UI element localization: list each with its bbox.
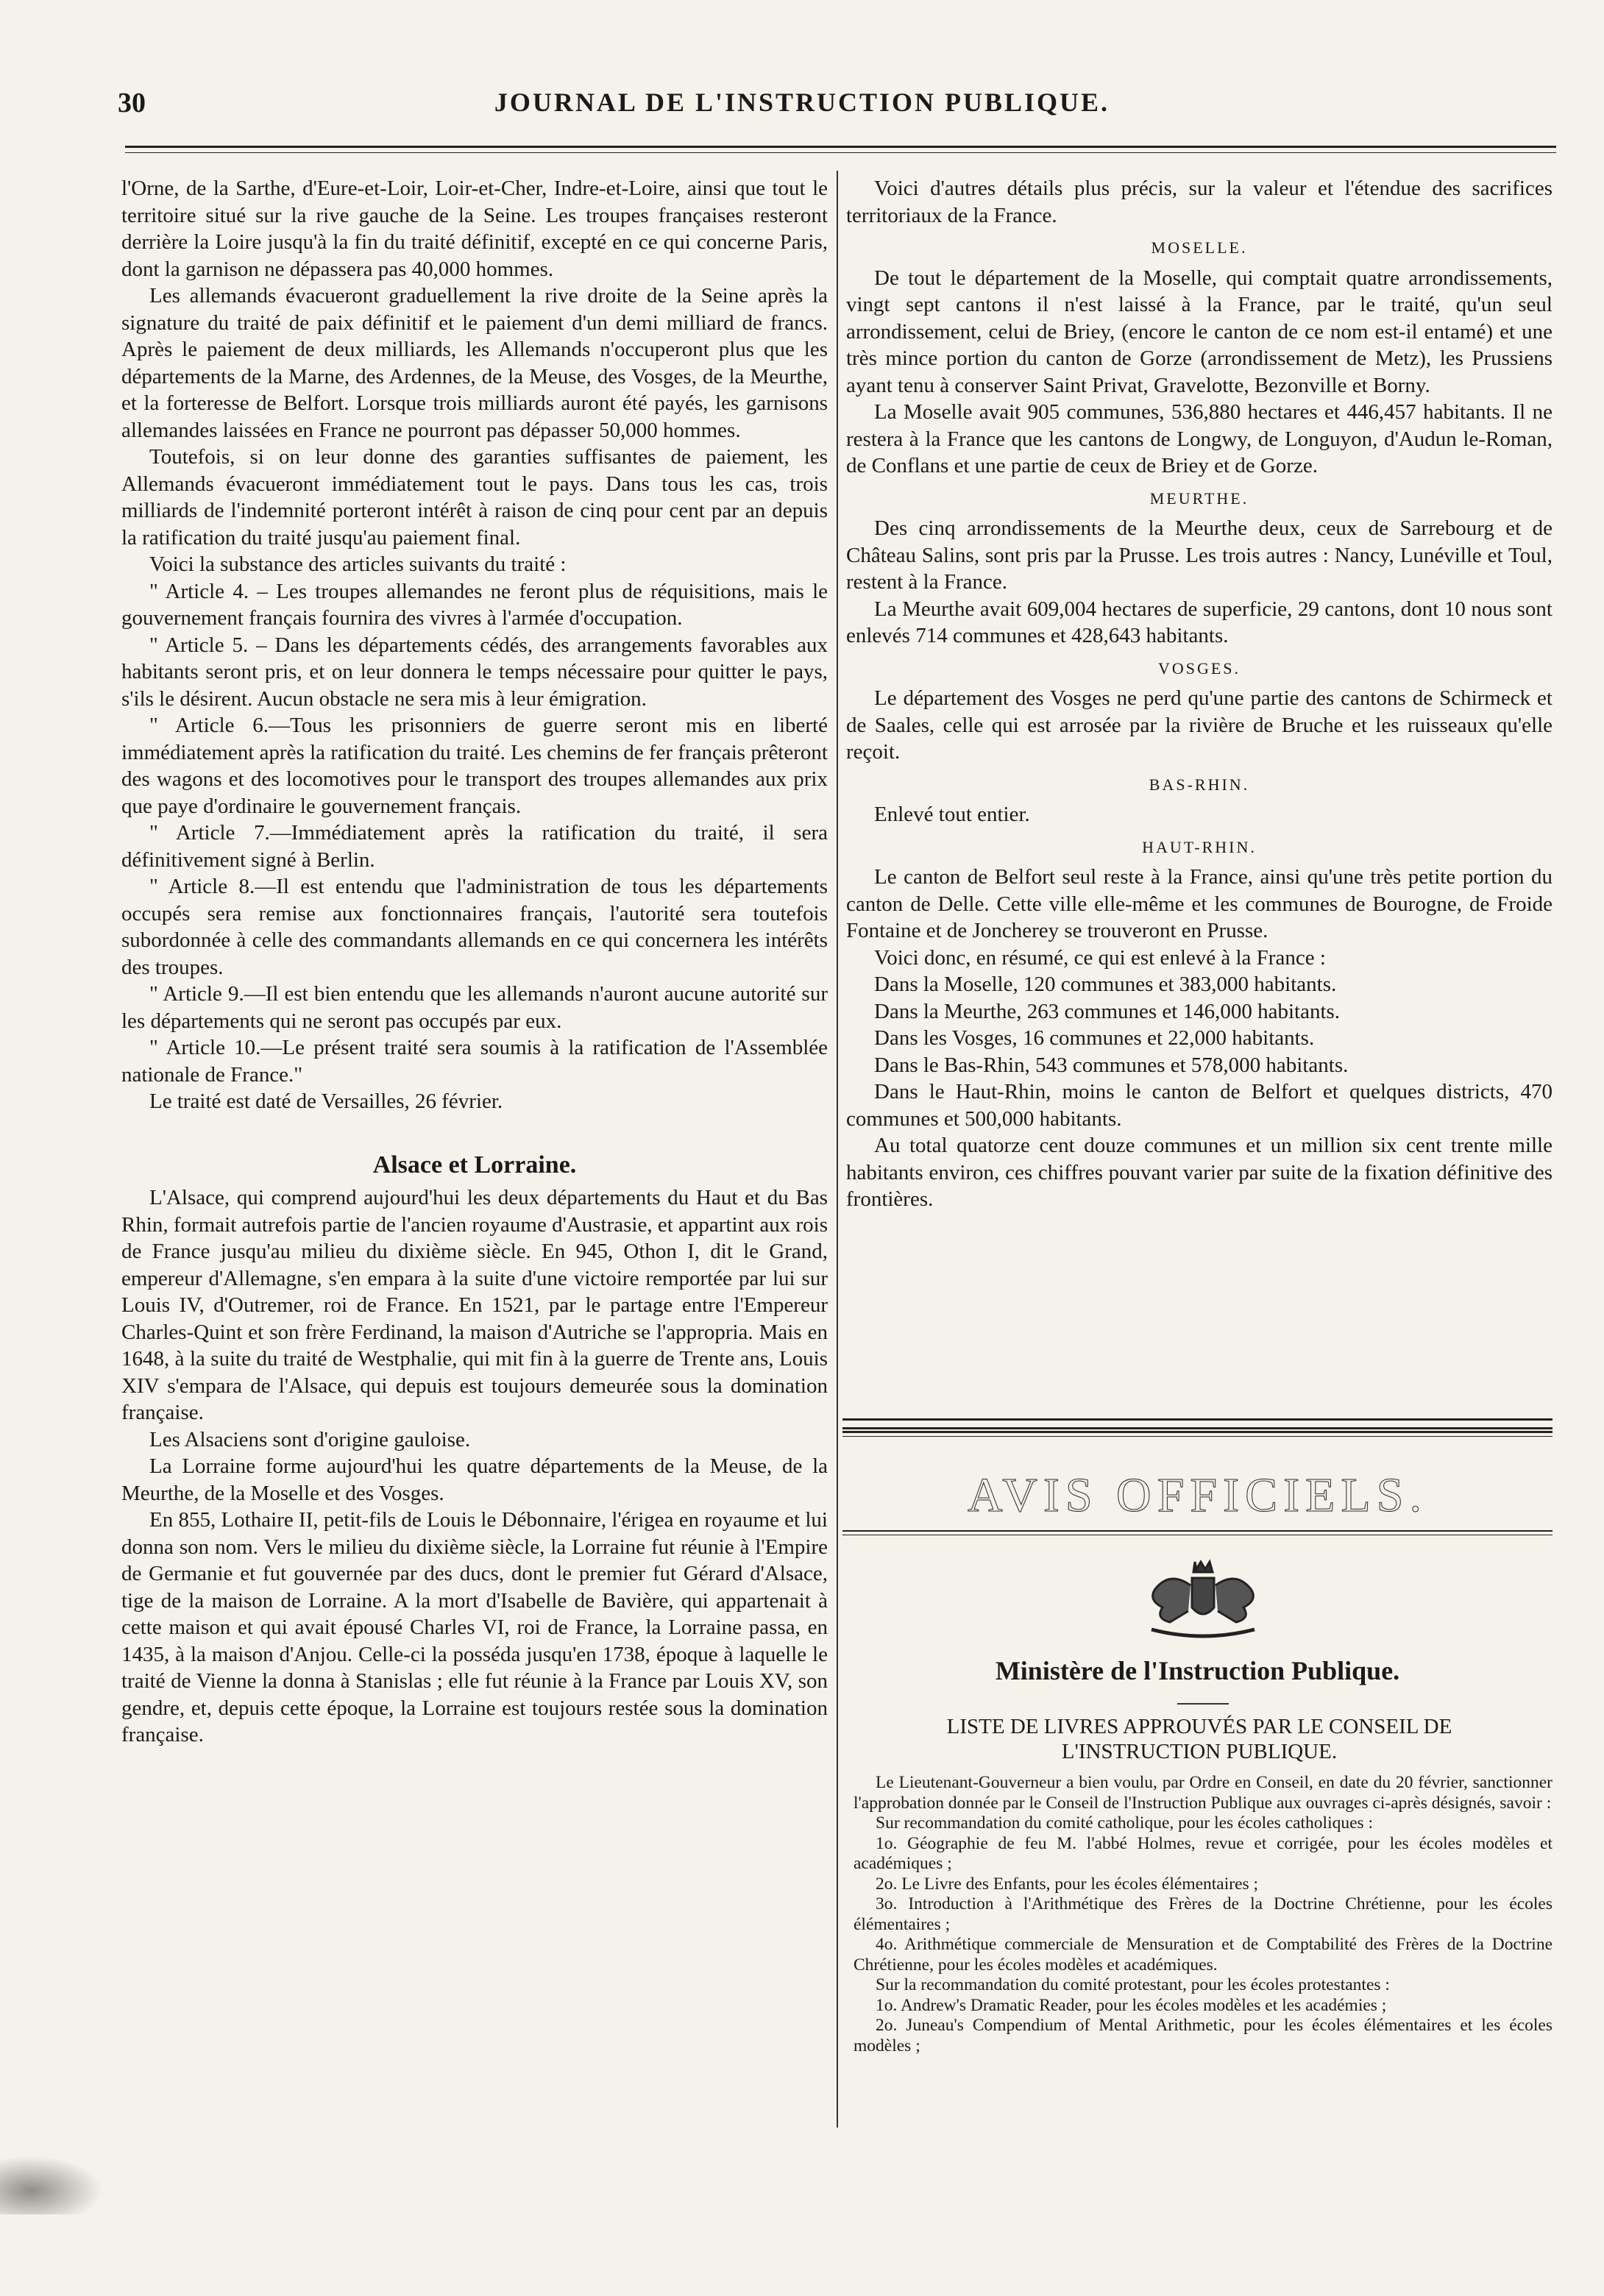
right-column [846,175,1552,1213]
short-rule [1177,1703,1229,1705]
paragraph: Au total quatorze cent douze communes et un million six cent trente mille habitants environ, ces chiffres pouvant varier par suite de la fixation définitive des frontières. [846,1134,1552,1211]
avis-rule [842,1530,1552,1535]
header-rule-thin [125,152,1556,153]
paragraph: Dans le Haut-Rhin, moins le canton de Belfort et quelques districts, 470 communes et 500,000 habitants. [846,1080,1552,1131]
paragraph: l'Orne, de la Sarthe, d'Eure-et-Loir, Loir-et-Cher, Indre-et-Loire, ainsi que tout le territoire situé sur la rive gauche de la Seine. Les troupes françaises resteront derrière la Loire jusqu'à la fin du traité définitif, excepté en ce qui concerne Paris, dont la garnison ne dépassera pas 40,000 hommes. [121,177,828,281]
list-item: 3o. Introduction à l'Arithmétique des Frères de la Doctrine Chrétienne, pour les écoles élémentaires ; [854,1894,1552,1934]
double-rule-thin [842,1431,1552,1437]
paragraph: De tout le département de la Moselle, qui comptait quatre arrondissements, vingt sept cantons il n'est laissé à la France, par le traité, qu'un seul arrondissement, celui de Briey, (encore le canton de ce nom est-il entamé) et une très mince portion du canton de Gorze (arrondissement de Metz), les Prussiens ayant tenu à conserver Saint Privat, Gravelotte, Bezonville et Borny. [846,266,1552,397]
paragraph: " Article 7.—Immédiatement après la ratification du traité, il sera définitivement signé à Berlin. [121,821,828,872]
paragraph: En 855, Lothaire II, petit-fils de Louis le Débonnaire, l'érigea en royaume et lui donna son nom. Vers le milieu du dixième siècle, la Lorraine fut réunie à l'Empire de Germanie et fut gouvernée par des ducs, dont le premier fut Gérard d'Alsace, tige de la maison de Lorraine. A la mort d'Isabelle de Bavière, qui appartenait à cette maison et qui avait épousé Charles VI, roi de France, la Lorraine passa, en 1435, à la maison d'Anjou. Celle-ci la posséda jusqu'en 1738, époque à laquelle le traité de Vienne la donna à Stanislas ; elle fut réunie à la France par Louis XV, son gendre, et, depuis cette époque, la Lorraine est toujours restée sous la domination française. [121,1508,828,1746]
section-title: Alsace et Lorraine. [372,1151,577,1179]
paragraph: " Article 6.—Tous les prisonniers de guerre seront mis en liberté immédiatement après la ratification du traité. Les chemins de fer français prêteront des wagons et des locomotives pour le transport des troupes allemandes aux prix que paye d'ordinaire le gouvernement français. [121,714,828,818]
paragraph: L'Alsace, qui comprend aujourd'hui les deux départements du Haut et du Bas Rhin, formait autrefois partie de l'ancien royaume d'Austrasie, et appartint aux rois de France jusqu'au milieu du dixième siècle. En 945, Othon I, dit le Grand, empereur d'Allemagne, s'en empara à la suite d'une victoire remportée par lui sur Louis IV, d'Outremer, roi de France. En 1521, par le partage entre l'Empereur Charles-Quint et son frère Ferdinand, la maison d'Autriche se l'appropria. Mais en 1648, à la suite du traité de Westphalie, qui mit fin à la guerre de Trente ans, Louis XIV s'empara de l'Alsace, qui depuis est toujours demeurée sous la domination française. [121,1186,828,1424]
list-item: 1o. Géographie de feu M. l'abbé Holmes, revue et corrigée, pour les écoles modèles et académiques ; [854,1833,1552,1873]
paragraph: La Moselle avait 905 communes, 536,880 hectares et 446,457 habitants. Il ne restera à la France que les cantons de Longwy, de Longuyon, d'Audun le-Roman, de Conflans et une partie de ceux de Briey et de Gorze. [846,400,1552,477]
ink-smudge [0,2155,103,2214]
page-number: 30 [118,88,146,118]
section-heading-haut-rhin: HAUT-RHIN. [1142,837,1257,856]
list-item: Le Lieutenant-Gouverneur a bien voulu, par Ordre en Conseil, en date du 20 février, sanctionner l'approbation donnée par le Conseil de l'Instruction Publique aux ouvrages ci-après désignés, savoir : [854,1773,1552,1813]
paragraph: Dans les Vosges, 16 communes et 22,000 habitants. [874,1026,1315,1050]
section-heading-vosges: VOSGES. [1157,658,1241,678]
paragraph: " Article 9.—Il est bien entendu que les allemands n'auront aucune autorité sur les départements qui ne seront pas occupés par eux. [121,982,828,1033]
left-column [121,175,828,1749]
ministere-title: Ministère de l'Instruction Publique. [995,1656,1400,1685]
section-heading-meurthe: MEURTHE. [1149,488,1249,508]
running-title: JOURNAL DE L'INSTRUCTION PUBLIQUE. [494,88,1110,117]
list-item: Sur la recommandation du comité protestant, pour les écoles protestantes : [876,1975,1390,1994]
list-item: 2o. Juneau's Compendium of Mental Arithmetic, pour les écoles élémentaires et les écoles modèles ; [854,2016,1552,2055]
paragraph: La Meurthe avait 609,004 hectares de superficie, 29 cantons, dont 10 nous sont enlevés 714 communes et 428,643 habitants. [846,597,1552,647]
paragraph: Dans la Moselle, 120 communes et 383,000 habitants. [874,973,1337,996]
header-rule [125,146,1556,148]
paragraph: " Article 8.—Il est entendu que l'administration de tous les départements occupés sera remise aux fonctionnaires français, l'autorité sera toutefois subordonnée à celle des commandants allemands en ce qui concernera les intérêts des troupes. [121,875,828,979]
section-heading-bas-rhin: BAS-RHIN. [1149,775,1250,794]
list-item: 4o. Arithmétique commerciale de Mensuration et de Comptabilité des Frères de la Doctrine Chrétienne, pour les écoles modèles et académiques. [854,1935,1552,1975]
paragraph: Le département des Vosges ne perd qu'une partie des cantons de Schirmeck et de Saales, celle qui est arrosée par la rivière de Bruche et les ruisseaux qu'elle reçoit. [846,686,1552,764]
section-heading-moselle: MOSELLE. [1151,238,1248,257]
paragraph: La Lorraine forme aujourd'hui les quatre départements de la Meuse, de la Meurthe, de la Moselle et des Vosges. [121,1454,828,1505]
paragraph: Voici la substance des articles suivants du traité : [149,552,567,576]
list-item: 2o. Le Livre des Enfants, pour les écoles élémentaires ; [876,1874,1259,1894]
paragraph: Les allemands évacueront graduellement la rive droite de la Seine après la signature du traité de paix définitif et le paiement d'un demi milliard de francs. Après le paiement de deux milliards, les Allemands n'occuperont plus que les départements de la Marne, des Ardennes, de la Meuse, des Vosges, de la Meurthe, et la forteresse de Belfort. Lorsque trois milliards auront été payés, les garnisons allemandes laissées en France ne pourront pas dépasser 50,000 hommes. [121,284,828,442]
paragraph: " Article 5. – Dans les départements cédés, des arrangements favorables aux habitants seront pris, et on leur donnera le temps nécessaire pour quitter le pays, s'ils le désirent. Aucun obstacle ne sera mis à leur émigration. [121,633,828,711]
avis-officiels-title: AVIS OFFICIELS. [968,1468,1427,1522]
list-item: 1o. Andrew's Dramatic Reader, pour les écoles modèles et les académies ; [876,1995,1387,2015]
paragraph: Les Alsaciens sont d'origine gauloise. [149,1427,471,1451]
paragraph: Dans le Bas-Rhin, 543 communes et 578,000 habitants. [874,1053,1349,1077]
paragraph: Voici donc, en résumé, ce qui est enlevé à la France : [874,945,1326,970]
royal-coat-of-arms-icon [1133,1556,1273,1644]
column-divider [837,171,838,2128]
approved-books-list [854,1773,1552,2056]
paragraph: Des cinq arrondissements de la Meurthe deux, ceux de Sarrebourg et de Château Salins, sont pris par la Prusse. Les trois autres : Nancy, Lunéville et Toul, restent à la France. [846,516,1552,594]
list-item: Sur recommandation du comité catholique, pour les écoles catholiques : [876,1813,1374,1833]
paragraph: Le traité est daté de Versailles, 26 février. [149,1090,503,1113]
paragraph: " Article 4. – Les troupes allemandes ne feront plus de réquisitions, mais le gouvernement français fournira des vivres à l'armée d'occupation. [121,579,828,630]
double-rule [842,1418,1552,1429]
paragraph: Voici d'autres détails plus précis, sur la valeur et l'étendue des sacrifices territoriaux de la France. [846,177,1552,227]
paragraph: Dans la Meurthe, 263 communes et 146,000 habitants. [874,999,1341,1023]
paragraph: Enlevé tout entier. [874,803,1030,826]
liste-title: LISTE DE LIVRES APPROUVÉS PAR LE CONSEIL DE L'INSTRUCTION PUBLIQUE. [946,1715,1452,1763]
paragraph: Le canton de Belfort seul reste à la France, ainsi qu'une très petite portion du canton de Delle. Cette ville elle-même et les communes de Bourogne, de Froide Fontaine et de Joncherey se trouveront en Prusse. [846,865,1552,942]
paragraph: Toutefois, si on leur donne des garanties suffisantes de paiement, les Allemands évacueront immédiatement tout le pays. Dans tous les cas, trois milliards de l'indemnité porteront intérêt à raison de cinq pour cent par an depuis la ratification du traité jusqu'au paiement final. [121,445,828,550]
paragraph: " Article 10.—Le présent traité sera soumis à la ratification de l'Assemblée nationale de France." [121,1036,828,1087]
